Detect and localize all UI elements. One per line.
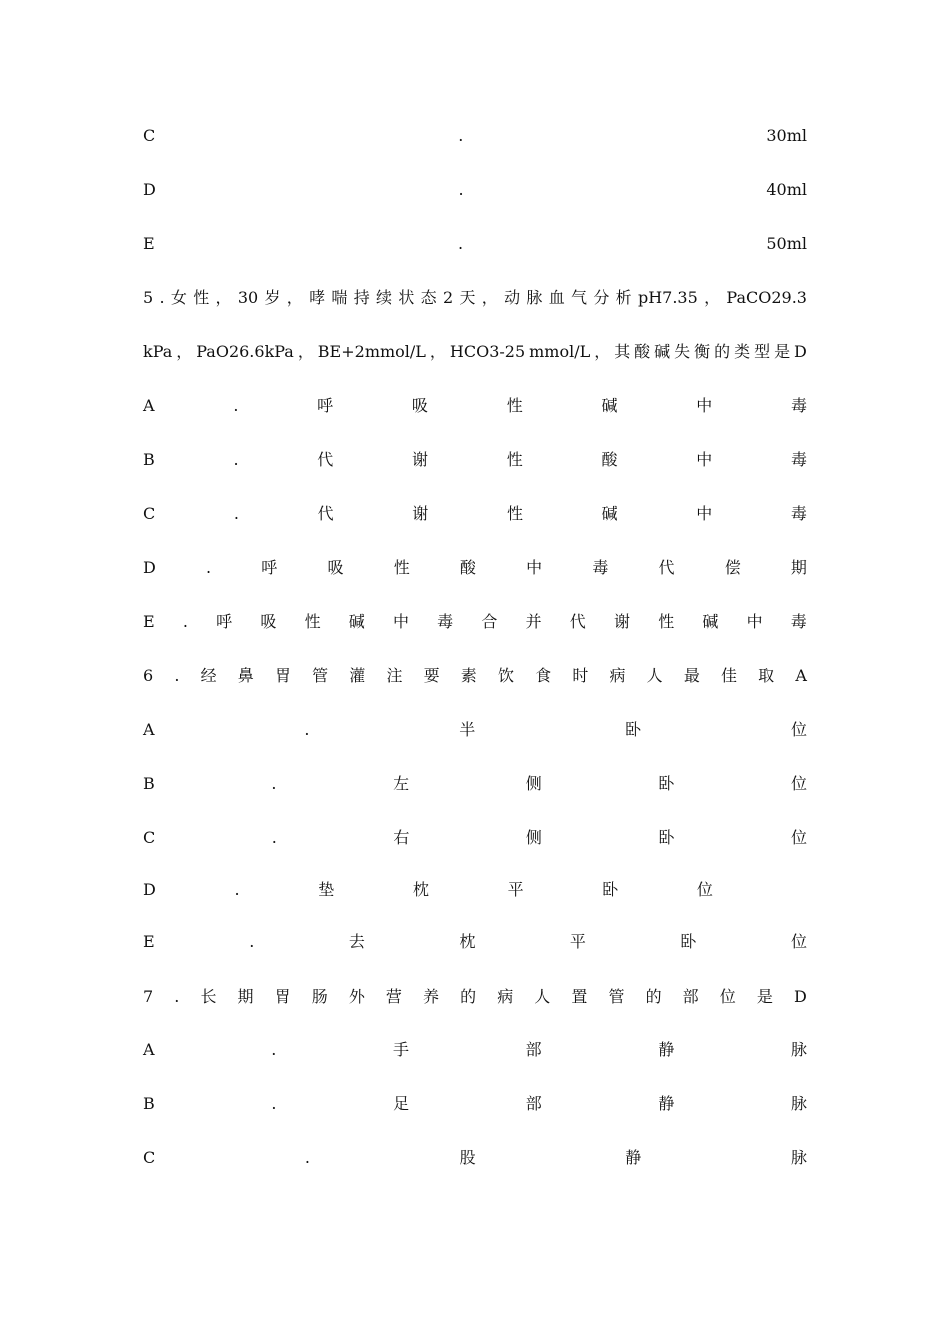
text-token: 吸 [260, 612, 277, 631]
text-token: 中 [746, 612, 763, 631]
text-token: 中 [696, 396, 713, 415]
text-token: 并 [525, 612, 542, 631]
text-token: 酸 [601, 450, 618, 469]
text-token: C [143, 828, 156, 847]
text-token: 右 [393, 828, 410, 847]
text-token: 6 [143, 666, 154, 685]
text-token: A [143, 396, 155, 415]
text-token: ， [215, 288, 232, 307]
text-token: 部 [525, 1094, 542, 1113]
text-token: 外 [348, 987, 365, 1006]
text-token: 衡 [694, 342, 711, 361]
text-token: 食 [535, 666, 552, 685]
text-token: ， [481, 288, 498, 307]
text-token: 胃 [274, 666, 291, 685]
text-token: 性 [506, 504, 523, 523]
text-token: ， [429, 342, 446, 361]
text-token: 注 [386, 666, 403, 685]
text-token: 管 [608, 987, 625, 1006]
text-token: 30 [237, 288, 259, 307]
text-token: 性 [506, 396, 523, 415]
text-token: . [182, 612, 188, 631]
text-token: ， [176, 342, 193, 361]
text-token: 偿 [724, 558, 741, 577]
text-token: . [271, 1094, 277, 1113]
text-token: ， [297, 342, 314, 361]
text-token: . [457, 234, 464, 253]
text-line [143, 232, 807, 256]
text-token: 碱 [702, 612, 719, 631]
text-token: 性 [393, 558, 410, 577]
text-token: 碱 [348, 612, 365, 631]
text-token: 代 [658, 558, 675, 577]
text-token: ， [704, 288, 721, 307]
text-token: 状 [398, 288, 415, 307]
text-line [143, 1038, 807, 1062]
text-token: 析 [615, 288, 632, 307]
text-token: 50ml [766, 234, 807, 253]
text-token: 位 [719, 987, 736, 1006]
text-token: 胃 [274, 987, 291, 1006]
text-token: 毒 [437, 612, 454, 631]
text-token: 手 [392, 1040, 409, 1059]
text-token: 要 [423, 666, 440, 685]
text-line [143, 664, 807, 688]
text-token: 血 [548, 288, 565, 307]
text-token: . [249, 932, 255, 951]
text-token: 的 [714, 342, 731, 361]
text-token: 毒 [592, 558, 609, 577]
text-token: 位 [790, 932, 807, 951]
text-token: 酸 [634, 342, 651, 361]
text-line [143, 178, 807, 202]
text-token: 取 [758, 666, 775, 685]
text-token: . [174, 987, 180, 1006]
text-token: . [233, 396, 239, 415]
text-token: 谢 [613, 612, 630, 631]
text-token: 侧 [525, 774, 542, 793]
text-line [143, 124, 807, 148]
text-token: 侧 [525, 828, 542, 847]
text-token: 毒 [790, 450, 807, 469]
text-token: 代 [317, 450, 334, 469]
text-token: 部 [525, 1040, 542, 1059]
text-token: BE+2mmol/L [317, 342, 426, 361]
text-line [143, 878, 713, 902]
text-token: B [143, 774, 155, 793]
text-token: 吸 [411, 396, 428, 415]
text-token: kPa [143, 342, 173, 361]
text-token: 持 [353, 288, 370, 307]
text-token: . [159, 288, 165, 307]
text-token: 40ml [766, 180, 807, 199]
text-token: 人 [534, 987, 551, 1006]
text-token: 静 [658, 1094, 675, 1113]
text-token: 酸 [459, 558, 476, 577]
text-token: A [143, 720, 155, 739]
text-token: 类 [734, 342, 751, 361]
text-line [143, 772, 807, 796]
text-token: 经 [200, 666, 217, 685]
text-token: 病 [609, 666, 626, 685]
text-token: 吸 [327, 558, 344, 577]
text-token: D [143, 558, 156, 577]
text-token: 中 [392, 612, 409, 631]
text-token: A [143, 1040, 155, 1059]
text-token: 性 [304, 612, 321, 631]
text-token: 去 [348, 932, 365, 951]
text-token: 气 [571, 288, 588, 307]
text-token: 其 [614, 342, 631, 361]
text-token: 卧 [680, 932, 697, 951]
text-token: 静 [625, 1148, 642, 1167]
text-token: 养 [423, 987, 440, 1006]
text-token: 代 [569, 612, 586, 631]
text-line [143, 394, 807, 418]
text-token: . [271, 774, 277, 793]
text-token: D [143, 180, 156, 199]
text-token: 碱 [654, 342, 671, 361]
text-token: 部 [682, 987, 699, 1006]
text-token: D [143, 880, 156, 899]
text-token: . [304, 1148, 310, 1167]
text-line [143, 556, 807, 580]
text-token: 代 [317, 504, 334, 523]
text-token: 卧 [658, 828, 675, 847]
text-token: 分 [593, 288, 610, 307]
text-token: 位 [790, 720, 807, 739]
text-token: E [143, 612, 155, 631]
text-token: 碱 [601, 504, 618, 523]
text-token: 中 [696, 450, 713, 469]
text-token: 呼 [216, 612, 233, 631]
text-line [143, 610, 807, 634]
text-line [143, 930, 807, 954]
text-token: 呼 [261, 558, 278, 577]
text-token: 毒 [790, 396, 807, 415]
text-token: 垫 [318, 880, 335, 899]
text-token: 时 [572, 666, 589, 685]
text-token: . [174, 666, 180, 685]
text-token: . [458, 126, 464, 145]
text-token: 岁 [264, 288, 281, 307]
text-token: 谢 [412, 504, 429, 523]
text-token: C [143, 126, 156, 145]
text-token: A [795, 666, 807, 685]
text-token: 毒 [790, 612, 807, 631]
text-line [143, 502, 807, 526]
text-token: B [143, 450, 155, 469]
text-token: 卧 [625, 720, 642, 739]
text-token: PaCO29.3 [726, 288, 807, 307]
text-token: 脉 [526, 288, 543, 307]
text-token: 毒 [790, 504, 807, 523]
text-token: HCO3-25 [449, 342, 526, 361]
text-token: C [143, 504, 156, 523]
text-line [143, 826, 807, 850]
text-token: C [143, 1148, 156, 1167]
text-token: 30ml [766, 126, 807, 145]
text-token: 枕 [412, 880, 429, 899]
text-token: 静 [658, 1040, 675, 1059]
text-token: E [143, 234, 155, 253]
text-token: 是 [774, 342, 791, 361]
text-token: 态 [420, 288, 437, 307]
text-token: . [206, 558, 212, 577]
text-token: . [233, 450, 239, 469]
text-token: . [304, 720, 310, 739]
text-token: . [271, 828, 277, 847]
text-token: 病 [497, 987, 514, 1006]
text-token: 卧 [602, 880, 619, 899]
text-token: . [271, 1040, 277, 1059]
text-token: ， [286, 288, 303, 307]
text-token: 股 [459, 1148, 476, 1167]
text-token: 素 [460, 666, 477, 685]
text-token: 位 [696, 880, 713, 899]
text-token: ， [594, 342, 611, 361]
text-token: 呼 [317, 396, 334, 415]
text-token: 肠 [311, 987, 328, 1006]
text-token: 动 [504, 288, 521, 307]
text-line [143, 448, 807, 472]
text-token: 中 [696, 504, 713, 523]
text-token: 平 [507, 880, 524, 899]
text-token: 的 [460, 987, 477, 1006]
text-line [143, 340, 807, 364]
text-token: D [794, 342, 807, 361]
text-token: PaO26.6kPa [196, 342, 294, 361]
text-token: 续 [376, 288, 393, 307]
text-token: 喘 [331, 288, 348, 307]
text-token: 置 [571, 987, 588, 1006]
text-token: 碱 [601, 396, 618, 415]
text-token: D [793, 987, 807, 1006]
text-token: 期 [790, 558, 807, 577]
text-token: 脉 [790, 1040, 807, 1059]
text-line [143, 718, 807, 742]
text-token: 人 [646, 666, 663, 685]
text-token: 失 [674, 342, 691, 361]
text-token: 女 [170, 288, 187, 307]
text-token: 中 [526, 558, 543, 577]
text-token: 左 [393, 774, 410, 793]
text-token: 2 [442, 288, 454, 307]
text-token: B [143, 1094, 155, 1113]
text-token: 最 [683, 666, 700, 685]
text-token: . [234, 880, 240, 899]
text-token: 5 [143, 288, 154, 307]
text-token: 性 [506, 450, 523, 469]
text-line [143, 1092, 807, 1116]
text-token: 卧 [658, 774, 675, 793]
text-line [143, 985, 807, 1009]
text-token: 是 [756, 987, 773, 1006]
text-token: 的 [645, 987, 662, 1006]
text-line [143, 1146, 807, 1170]
text-token: 平 [569, 932, 586, 951]
text-token: 位 [790, 828, 807, 847]
text-token: 佳 [721, 666, 738, 685]
text-token: 位 [790, 774, 807, 793]
text-token: 饮 [497, 666, 514, 685]
text-token: 鼻 [237, 666, 254, 685]
text-token: 脉 [790, 1148, 807, 1167]
text-token: 谢 [412, 450, 429, 469]
text-token: pH7.35 [637, 288, 698, 307]
text-token: 足 [393, 1094, 410, 1113]
text-token: 灌 [349, 666, 366, 685]
text-token: E [143, 932, 155, 951]
text-token: 半 [459, 720, 476, 739]
text-token: 枕 [459, 932, 476, 951]
text-token: 哮 [309, 288, 326, 307]
text-token: mmol/L [529, 342, 591, 361]
text-token: 型 [754, 342, 771, 361]
text-token: 天 [459, 288, 476, 307]
text-token: 脉 [790, 1094, 807, 1113]
text-token: 7 [143, 987, 154, 1006]
text-token: 性 [193, 288, 210, 307]
text-token: 长 [200, 987, 217, 1006]
text-line [143, 286, 807, 310]
text-token: . [458, 180, 464, 199]
text-token: . [233, 504, 239, 523]
text-token: 合 [481, 612, 498, 631]
text-token: 性 [658, 612, 675, 631]
text-token: 管 [312, 666, 329, 685]
text-token: 期 [237, 987, 254, 1006]
text-token: 营 [385, 987, 402, 1006]
